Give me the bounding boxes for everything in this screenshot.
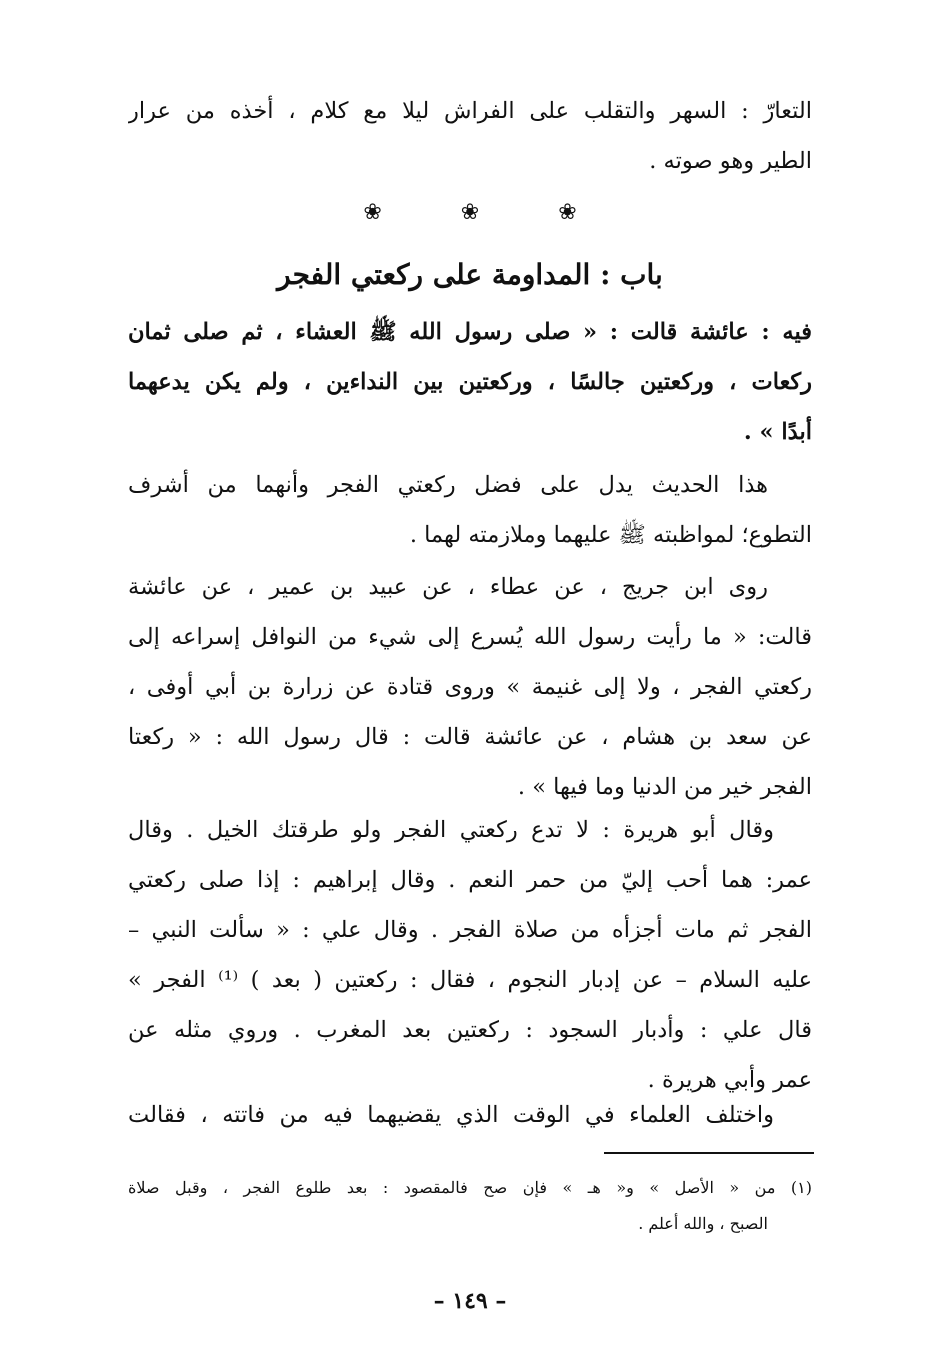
hadith-line-1: فيه : عائشة قالت : « صلى رسول الله ﷺ العشاء ، ثم صلى ثمان [128, 319, 812, 345]
commentary-paragraph-1 [128, 460, 812, 560]
hadith-line-3: أبدًا » . [743, 419, 812, 445]
para2-line-2: قالت: « ما رأيت رسول الله يُسرع إلى شيء من النوافل إسراعه إلى [128, 624, 812, 650]
commentary-paragraph-4 [128, 1090, 812, 1140]
para2-line-3: ركعتي الفجر ، ولا إلى غنيمة » وروى قتادة عن زرارة بن أبي أوفى ، [128, 674, 812, 700]
star-icon: ❀ [460, 200, 480, 225]
section-separator [0, 200, 940, 225]
para1-line-1: هذا الحديث يدل على فضل ركعتي الفجر وأنهما من أشرف [128, 472, 768, 498]
para3-line-1: وقال أبو هريرة : لا تدع ركعتي الفجر ولو طرقتك الخيل . وقال [128, 817, 774, 843]
intro-line-2: الطير وهو صوته . [649, 148, 812, 174]
commentary-paragraph-2 [128, 562, 812, 812]
star-icon: ❀ [363, 200, 382, 225]
para2-line-1: روى ابن جريج ، عن عطاء ، عن عبيد بن عمير ، عن عائشة [128, 574, 768, 600]
para3-line-6: عمر وأبي هريرة . [647, 1067, 812, 1093]
footnote-line-1: (١) من « الأصل » و« هـ » فإن صح فالمقصود : بعد طلوع الفجر ، وقبل صلاة [128, 1178, 812, 1197]
page-number: – ١٤٩ – [433, 1288, 507, 1314]
para3-line-5: قال علي : وأدبار السجود : ركعتين بعد المغرب . وروي مثله عن [128, 1017, 812, 1043]
footnote-line-2: الصبح ، والله أعلم . [638, 1214, 768, 1233]
para3-line-3: الفجر ثم مات أجزأه من صلاة الفجر . وقال علي : « سألت النبي – [128, 917, 812, 943]
footnote-rule [604, 1152, 814, 1154]
para3-line-2: عمر: هما أحب إليّ من حمر النعم . وقال إبراهيم : إذا صلى ركعتي [128, 867, 812, 893]
footnote [128, 1170, 812, 1242]
para3-line-4: عليه السلام – عن إدبار النجوم ، فقال : ركعتين ( بعد ) ⁽¹⁾ الفجر » [128, 967, 812, 993]
chapter-title: باب : المداومة على ركعتي الفجر [277, 258, 663, 291]
para2-line-5: الفجر خير من الدنيا وما فيها » . [517, 774, 812, 800]
hadith-paragraph [128, 307, 812, 457]
hadith-line-2: ركعات ، وركعتين جالسًا ، وركعتين بين النداءين ، ولم يكن يدعهما [128, 369, 812, 395]
para1-line-2: التطوع؛ لمواظبته ﷺ عليهما وملازمته لهما . [409, 522, 812, 548]
intro-paragraph [128, 86, 812, 186]
para4-line-1: واختلف العلماء في الوقت الذي يقضيهما فيه من فاتته ، فقالت [128, 1102, 774, 1128]
commentary-paragraph-3 [128, 805, 812, 1105]
intro-line-1: التعارّ : السهر والتقلب على الفراش ليلا مع كلام ، أخذه من عرار [128, 98, 812, 124]
para2-line-4: عن سعد بن هشام ، عن عائشة قالت : قال رسول الله : « ركعتا [128, 724, 812, 750]
star-icon: ❀ [558, 200, 577, 225]
